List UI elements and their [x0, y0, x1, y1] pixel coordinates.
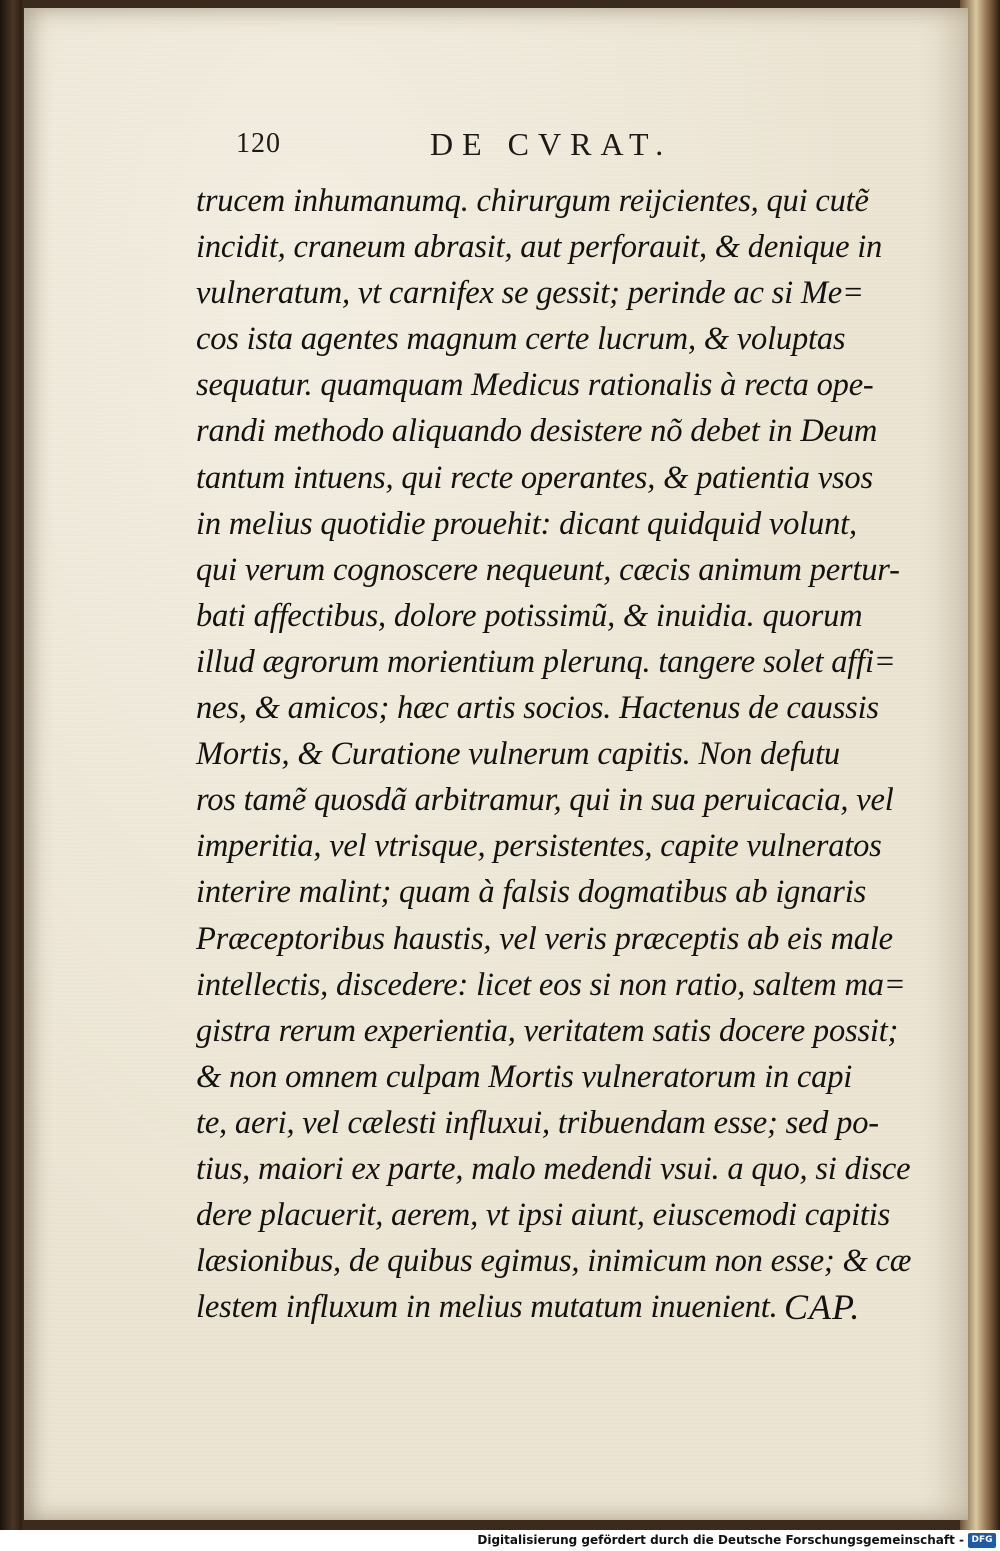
text-line: trucem inhumanumq. chirurgum reijcientes, qui cutẽ — [196, 183, 869, 219]
text-line: læsionibus, de quibus egimus, inimicum non esse; & cæ — [196, 1243, 912, 1280]
body-text — [196, 178, 936, 1330]
text-line: bati affectibus, dolore potissimũ, & inuidia. quorum — [196, 597, 863, 634]
catchword: CAP. — [784, 1287, 861, 1327]
text-line: gistra rerum experientia, veritatem satis docere possit; — [196, 1012, 899, 1049]
text-line: & non omnem culpam Mortis vulneratorum in capi — [196, 1058, 853, 1095]
page-number: 120 — [236, 128, 281, 159]
text-line: vulneratum, vt carnifex se gessit; perinde ac si Me= — [196, 275, 864, 312]
text-line: te, aeri, vel cælesti influxui, tribuendam esse; sed po- — [196, 1104, 879, 1141]
page-header — [236, 128, 736, 168]
text-line: Mortis, & Curatione vulnerum capitis. Non defutu — [196, 736, 840, 773]
text-line: dere placuerit, aerem, vt ipsi aiunt, eiuscemodi capitis — [196, 1197, 891, 1234]
text-line: imperitia, vel vtrisque, persistentes, capite vulneratos — [196, 828, 882, 865]
text-line: Præceptoribus haustis, vel veris præceptis ab eis male — [196, 920, 893, 957]
dfg-logo — [968, 1533, 996, 1548]
text-line: tantum intuens, qui recte operantes, & patientia vsos — [196, 459, 873, 496]
funding-credit: Digitalisierung gefördert durch die Deutsche Forschungsgemeinschaft - — [477, 1533, 964, 1547]
text-line: cos ista agentes magnum certe lucrum, & voluptas — [196, 321, 846, 358]
text-line: ros tamẽ quosdã arbitramur, qui in sua peruicacia, vel — [196, 782, 894, 819]
dfg-logo-text: DFG — [971, 1535, 993, 1545]
text-line: randi methodo aliquando desistere nõ debet in Deum — [196, 413, 878, 450]
running-head: DE CVRAT. — [430, 126, 673, 162]
text-line: in melius quotidie prouehit: dicant quidquid volunt, — [196, 505, 857, 542]
text-line: qui verum cognoscere nequeunt, cæcis animum pertur- — [196, 551, 900, 588]
text-line: incidit, craneum abrasit, aut perforauit, & denique in — [196, 229, 883, 266]
text-line: illud ægrorum morientium plerunq. tangere solet affi= — [196, 643, 896, 680]
text-line: sequatur. quamquam Medicus rationalis à recta ope- — [196, 367, 874, 404]
text-line: lestem influxum in melius mutatum inuenient. — [196, 1289, 778, 1326]
text-line: tius, maiori ex parte, malo medendi vsui. a quo, si disce — [196, 1150, 911, 1187]
text-line: interire malint; quam à falsis dogmatibus ab ignaris — [196, 874, 867, 911]
text-line: nes, & amicos; hæc artis socios. Hactenus de caussis — [196, 690, 879, 727]
footer-strip — [0, 1530, 1000, 1551]
book-binding-edge — [0, 0, 22, 1530]
text-line: intellectis, discedere: licet eos si non ratio, saltem ma= — [196, 966, 906, 1003]
